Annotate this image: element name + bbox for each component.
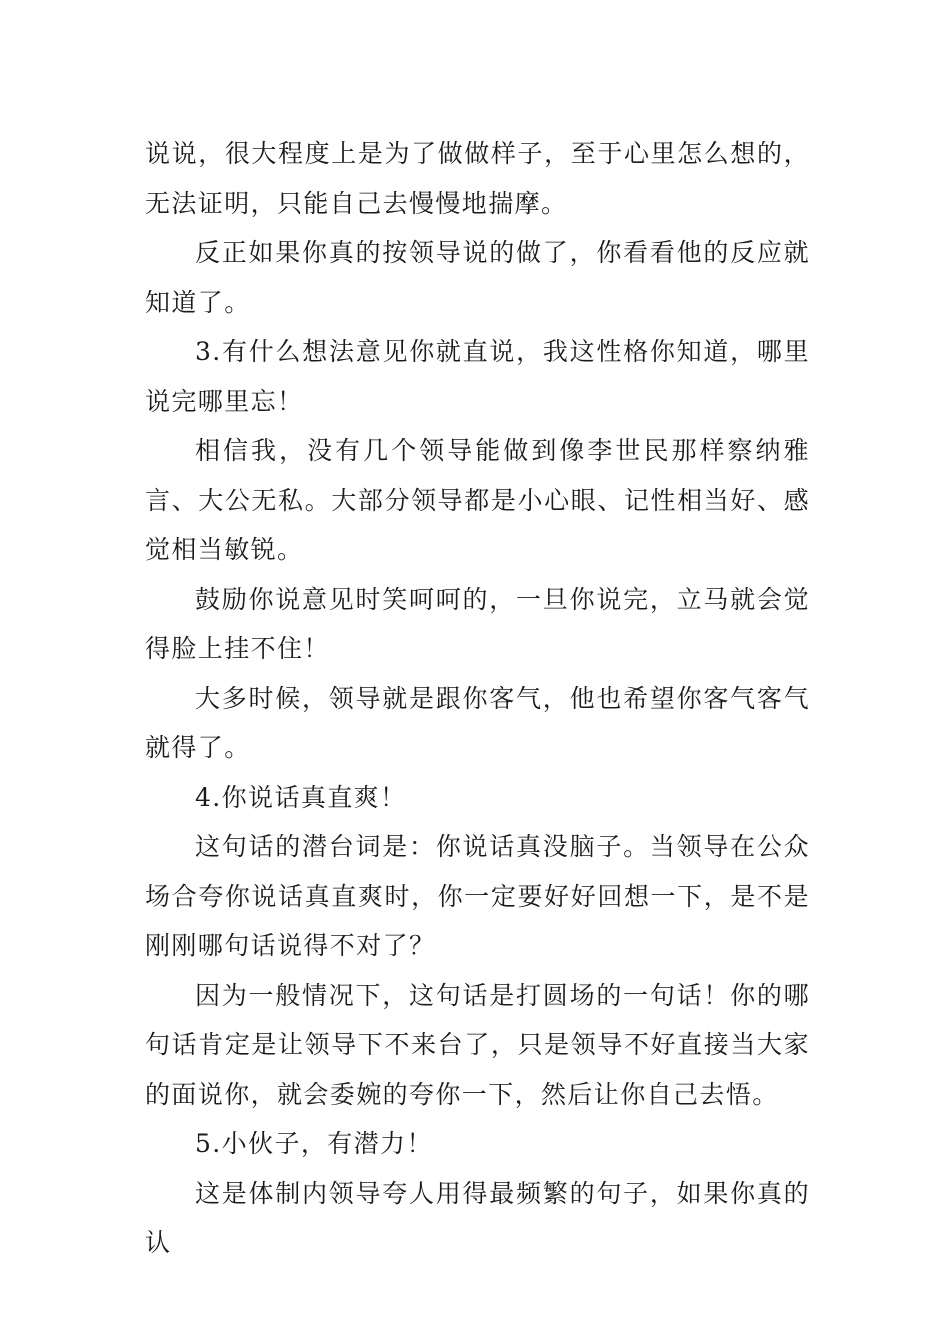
paragraph: 这是体制内领导夸人用得最频繁的句子，如果你真的认 — [145, 1178, 810, 1257]
paragraph: 大多时候，领导就是跟你客气，他也希望你客气客气就得了。 — [145, 683, 810, 762]
paragraph: 鼓励你说意见时笑呵呵的，一旦你说完，立马就会觉得脸上挂不住！ — [145, 584, 810, 663]
paragraph: 反正如果你真的按领导说的做了，你看看他的反应就知道了。 — [145, 238, 810, 317]
document-body — [145, 129, 810, 1268]
numbered-heading-3: 3.有什么想法意见你就直说，我这性格你知道，哪里说完哪里忘！ — [145, 337, 810, 416]
paragraph: 相信我，没有几个领导能做到像李世民那样察纳雅言、大公无私。大部分领导都是小心眼、记性相当好、感觉相当敏锐。 — [145, 436, 810, 564]
paragraph: 这句话的潜台词是：你说话真没脑子。当领导在公众场合夸你说话真直爽时，你一定要好好回想一下，是不是刚刚哪句话说得不对了？ — [145, 832, 810, 960]
paragraph: 因为一般情况下，这句话是打圆场的一句话！你的哪句话肯定是让领导下不来台了，只是领导不好直接当大家的面说你，就会委婉的夸你一下，然后让你自己去悟。 — [145, 980, 810, 1109]
numbered-heading-5: 5.小伙子，有潜力！ — [195, 1129, 433, 1158]
paragraph-continuation: 说说，很大程度上是为了做做样子，至于心里怎么想的，无法证明，只能自己去慢慢地揣摩。 — [145, 139, 810, 218]
numbered-heading-4: 4.你说话真直爽！ — [195, 782, 407, 812]
